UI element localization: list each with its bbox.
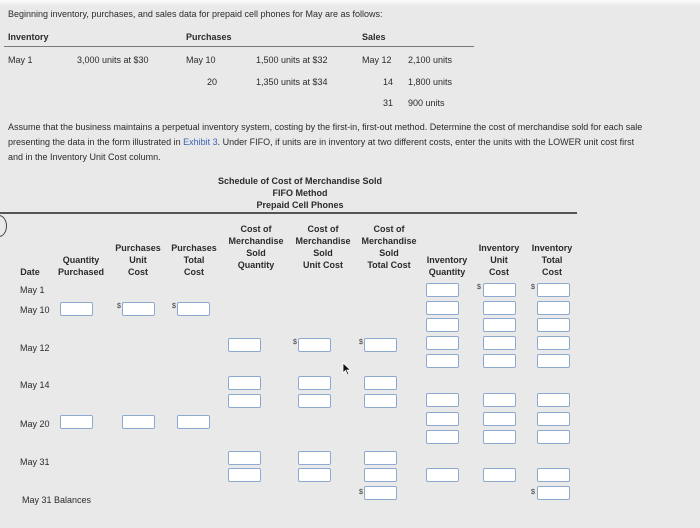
row-label-may-1: May 1	[20, 285, 45, 295]
instruction-line-2-rest: . Under FIFO, if units are in inventory at two different costs, enter the units with the LOWER unit cost first	[217, 137, 635, 147]
purchase-detail-1: 1,500 units at $32	[256, 55, 328, 65]
col-cms-total-cost: Cost of Merchandise Sold Total Cost	[361, 224, 417, 270]
may31-inventory-unit-cost-input[interactable]	[483, 468, 516, 482]
may20-purchases-unit-cost-input[interactable]	[122, 415, 155, 429]
may31-cms-unit-cost-input-1[interactable]	[298, 451, 331, 465]
may10-inventory-quantity-input-2[interactable]	[426, 318, 459, 332]
currency-symbol: $	[293, 339, 297, 346]
may14-cms-quantity-input-2[interactable]	[228, 394, 261, 408]
schedule-top-rule	[0, 212, 577, 214]
row-label-may-10: May 10	[20, 305, 50, 315]
may20-purchases-total-cost-input[interactable]	[177, 415, 210, 429]
sale-date-2: 14	[383, 77, 394, 87]
instruction-line-3: and in the Inventory Unit Cost column.	[8, 152, 161, 162]
instruction-line-2-text: presenting the data in the form illustrated in	[8, 137, 184, 147]
may20-inventory-quantity-input-1[interactable]	[426, 412, 459, 426]
instruction-line-1: Assume that the business maintains a perpetual inventory system, costing by the first-in, first-out method. Determine the cost of merchandise sold for each sale	[8, 122, 643, 132]
may31-cms-unit-cost-input-2[interactable]	[298, 468, 331, 482]
col-quantity-purchased: Quantity Purchased	[57, 255, 105, 277]
col-inventory-total-cost: Inventory Total Cost	[531, 243, 573, 277]
may12-inventory-quantity-input-1[interactable]	[426, 336, 459, 350]
may12-inventory-unit-cost-input-1[interactable]	[483, 336, 516, 350]
may31-cms-total-cost-input-2[interactable]	[364, 468, 397, 482]
may10-inventory-total-cost-input-1[interactable]	[537, 301, 570, 315]
row-label-may-31: May 31	[20, 457, 50, 467]
may1-inventory-total-cost-input[interactable]	[537, 283, 570, 297]
may14-inventory-total-cost-input[interactable]	[537, 393, 570, 407]
inventory-detail: 3,000 units at $30	[77, 55, 149, 65]
may12-inventory-total-cost-input-1[interactable]	[537, 336, 570, 350]
may14-cms-unit-cost-input-1[interactable]	[298, 376, 331, 390]
intro-text: Beginning inventory, purchases, and sales data for prepaid cell phones for May are as follows:	[8, 9, 383, 19]
may20-inventory-unit-cost-input-1[interactable]	[483, 412, 516, 426]
sale-detail-2: 1,800 units	[408, 77, 453, 87]
may10-inventory-unit-cost-input-1[interactable]	[483, 301, 516, 315]
row-label-may-14: May 14	[20, 380, 50, 390]
may10-inventory-total-cost-input-2[interactable]	[537, 318, 570, 332]
top-shadow	[0, 0, 700, 6]
may31-cms-quantity-input-1[interactable]	[228, 451, 261, 465]
may14-cms-total-cost-input-1[interactable]	[364, 376, 397, 390]
col-cms-unit-cost: Cost of Merchandise Sold Unit Cost	[295, 224, 351, 270]
col-date: Date	[20, 267, 40, 277]
may20-inventory-unit-cost-input-2[interactable]	[483, 430, 516, 444]
row-label-balances: May 31 Balances	[22, 495, 92, 505]
balances-inventory-total-cost-input[interactable]	[537, 486, 570, 500]
inventory-header: Inventory	[8, 32, 49, 42]
inventory-date: May 1	[8, 55, 33, 65]
may1-inventory-unit-cost-input[interactable]	[483, 283, 516, 297]
may12-cms-quantity-input[interactable]	[228, 338, 261, 352]
col-inventory-quantity: Inventory Quantity	[426, 255, 468, 277]
may10-inventory-unit-cost-input-2[interactable]	[483, 318, 516, 332]
may12-inventory-quantity-input-2[interactable]	[426, 354, 459, 368]
may20-quantity-purchased-input[interactable]	[60, 415, 93, 429]
purchase-date-2: 20	[207, 77, 218, 87]
row-label-may-12: May 12	[20, 343, 50, 353]
row-label-may-20: May 20	[20, 419, 50, 429]
may31-cms-quantity-input-2[interactable]	[228, 468, 261, 482]
mouse-cursor-icon	[342, 362, 352, 376]
may14-inventory-quantity-input[interactable]	[426, 393, 459, 407]
may12-cms-total-cost-input[interactable]	[364, 338, 397, 352]
may10-quantity-purchased-input[interactable]	[60, 302, 93, 316]
may12-cms-unit-cost-input[interactable]	[298, 338, 331, 352]
currency-symbol: $	[477, 284, 481, 291]
schedule-title: Schedule of Cost of Merchandise Sold	[217, 176, 383, 186]
sale-detail-1: 2,100 units	[408, 55, 453, 65]
currency-symbol: $	[359, 489, 363, 496]
col-inventory-unit-cost: Inventory Unit Cost	[478, 243, 520, 277]
sale-detail-3: 900 units	[408, 98, 445, 108]
may20-inventory-total-cost-input-1[interactable]	[537, 412, 570, 426]
collapse-handle-icon[interactable]	[0, 215, 7, 237]
col-purchases-total-cost: Purchases Total Cost	[171, 243, 217, 277]
currency-symbol: $	[531, 489, 535, 496]
schedule-company: Prepaid Cell Phones	[256, 200, 344, 210]
may20-inventory-quantity-input-2[interactable]	[426, 430, 459, 444]
exhibit-3-link[interactable]: Exhibit 3	[183, 137, 218, 147]
currency-symbol: $	[531, 284, 535, 291]
purchase-date-1: May 10	[186, 55, 216, 65]
data-table-rule	[4, 46, 474, 47]
instruction-line-2	[8, 135, 634, 150]
sale-date-1: May 12	[362, 55, 392, 65]
may14-cms-total-cost-input-2[interactable]	[364, 394, 397, 408]
may14-inventory-unit-cost-input[interactable]	[483, 393, 516, 407]
col-purchases-unit-cost: Purchases Unit Cost	[115, 243, 161, 277]
may14-cms-unit-cost-input-2[interactable]	[298, 394, 331, 408]
may20-inventory-total-cost-input-2[interactable]	[537, 430, 570, 444]
sales-header: Sales	[362, 32, 386, 42]
may10-inventory-quantity-input-1[interactable]	[426, 301, 459, 315]
col-cms-quantity: Cost of Merchandise Sold Quantity	[228, 224, 284, 270]
may31-inventory-total-cost-input[interactable]	[537, 468, 570, 482]
may10-purchases-total-cost-input[interactable]	[177, 302, 210, 316]
may1-inventory-quantity-input[interactable]	[426, 283, 459, 297]
sale-date-3: 31	[383, 98, 394, 108]
schedule-method: FIFO Method	[272, 188, 328, 198]
currency-symbol: $	[117, 303, 121, 310]
may12-inventory-total-cost-input-2[interactable]	[537, 354, 570, 368]
may12-inventory-unit-cost-input-2[interactable]	[483, 354, 516, 368]
balances-cms-total-cost-input[interactable]	[364, 486, 397, 500]
currency-symbol: $	[172, 303, 176, 310]
may14-cms-quantity-input-1[interactable]	[228, 376, 261, 390]
currency-symbol: $	[359, 339, 363, 346]
may10-purchases-unit-cost-input[interactable]	[122, 302, 155, 316]
purchase-detail-2: 1,350 units at $34	[256, 77, 328, 87]
purchases-header: Purchases	[186, 32, 232, 42]
may31-cms-total-cost-input-1[interactable]	[364, 451, 397, 465]
may31-inventory-quantity-input[interactable]	[426, 468, 459, 482]
